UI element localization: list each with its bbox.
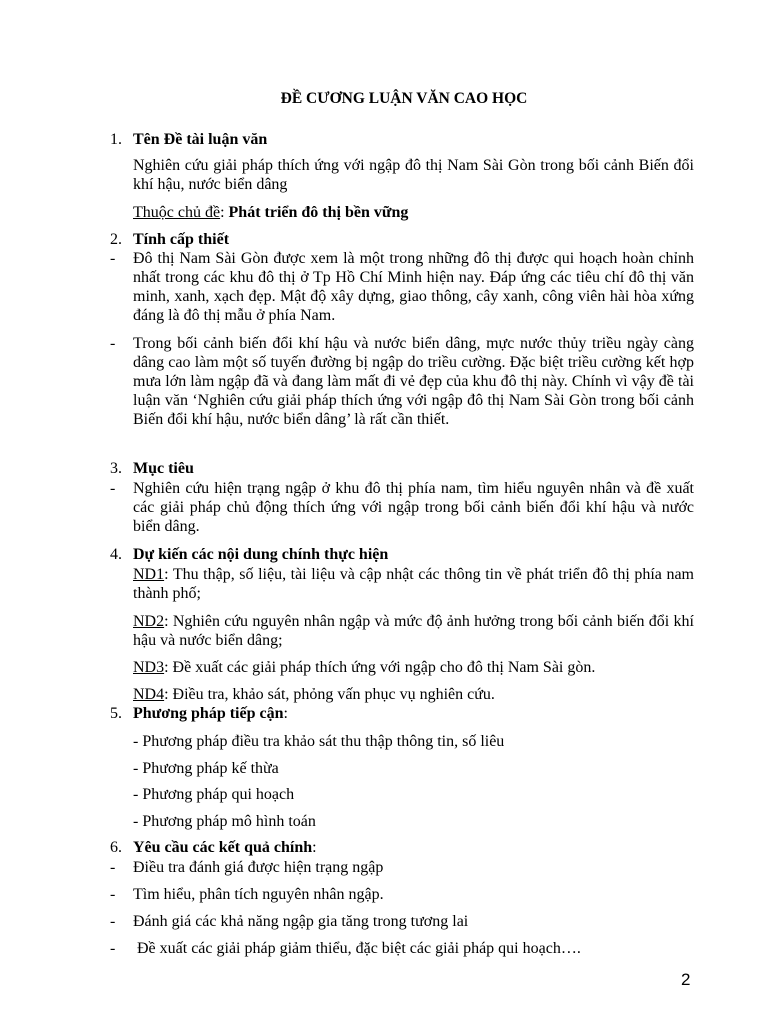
nd4-text: : Điều tra, khảo sát, phỏng vấn phục vụ nghiên cứu. (164, 686, 495, 703)
result-item (110, 858, 694, 877)
method-item: - Phương pháp qui hoạch (133, 786, 295, 803)
nd3-text: : Đề xuất các giải pháp thích ứng với ngập cho đô thị Nam Sài gòn. (164, 659, 596, 676)
section-number: 6. (110, 839, 122, 856)
result-text: Đề xuất các giải pháp giảm thiểu, đặc biệt các giải pháp qui hoạch…. (133, 940, 581, 957)
method-item: - Phương pháp điều tra khảo sát thu thập thông tin, số liêu (133, 733, 505, 750)
section-title: Phương pháp tiếp cận (133, 705, 284, 722)
bullet-dash: - (110, 335, 116, 352)
result-item (110, 912, 694, 931)
nd3-label: ND3 (133, 659, 165, 676)
section-2-paragraph-2 (110, 334, 694, 429)
heading-colon: : (312, 839, 317, 856)
section-2-heading (110, 230, 694, 249)
thesis-title-text: Nghiên cứu giải pháp thích ứng với ngập đô thị Nam Sài Gòn trong bối cảnh Biến đổi khí hậu, nước biển dâng (133, 157, 694, 193)
bullet-dash: - (110, 940, 116, 957)
section-title: Dự kiến các nội dung chính thực hiện (133, 546, 389, 563)
section-6-heading (110, 838, 694, 857)
section-number: 1. (110, 131, 122, 148)
result-text: Tìm hiểu, phân tích nguyên nhân ngập. (133, 886, 384, 903)
heading-colon: : (283, 705, 288, 722)
section-number: 4. (110, 546, 122, 563)
section-number: 3. (110, 460, 122, 477)
content-item-nd2 (110, 612, 694, 650)
topic-colon: : (220, 204, 229, 221)
section-title: Tên Đề tài luận văn (133, 131, 268, 148)
nd1-label: ND1 (133, 566, 165, 583)
method-item: - Phương pháp kế thừa (133, 760, 279, 777)
result-item (110, 885, 694, 904)
document-title: ĐỀ CƯƠNG LUẬN VĂN CAO HỌC (280, 90, 528, 107)
content-item-nd3 (110, 658, 694, 677)
nd1-text: : Thu thập, số liệu, tài liệu và cập nhật các thông tin về phát triển đô thị phía nam thành phố; (133, 566, 694, 602)
section-2-paragraph-1 (110, 249, 694, 325)
section-5-heading (110, 704, 694, 723)
section-3-paragraph (110, 479, 694, 536)
section-1-heading (110, 130, 694, 149)
section-number: 2. (110, 231, 122, 248)
page-number: 2 (681, 970, 691, 989)
content-item-nd1 (110, 565, 694, 603)
nd4-label: ND4 (133, 686, 165, 703)
result-text: Điều tra đánh giá được hiện trạng ngập (133, 859, 384, 876)
topic-value: Phát triển đô thị bền vững (228, 204, 409, 221)
nd2-text: : Nghiên cứu nguyên nhân ngập và mức độ ảnh hưởng trong bối cảnh biến đổi khí hậu và nước biển dâng; (133, 613, 694, 649)
result-text: Đánh giá các khả năng ngập gia tăng trong tương lai (133, 913, 469, 930)
paragraph-text: Đô thị Nam Sài Gòn được xem là một trong những đô thị được qui hoạch hoàn chỉnh nhất trong các khu đô thị ở Tp Hồ Chí Minh hiện nay. Đáp ứng các tiêu chí đô thị văn minh, xanh, xạch đẹp. Mật độ xây dựng, giao thông, cây xanh, công viên hài hòa xứng đáng là đô thị mẫu ở phía Nam. (133, 250, 694, 324)
result-item (110, 939, 694, 958)
nd2-label: ND2 (133, 613, 165, 630)
section-4-heading (110, 545, 694, 564)
section-1-body (110, 156, 694, 194)
topic-label: Thuộc chủ đề (133, 204, 221, 221)
bullet-dash: - (110, 859, 116, 876)
bullet-dash: - (110, 250, 116, 267)
section-title: Mục tiêu (133, 460, 194, 477)
section-3-heading (110, 459, 694, 478)
bullet-dash: - (110, 913, 116, 930)
paragraph-text: Trong bối cảnh biến đổi khí hậu và nước biển dâng, mực nước thủy triều ngày càng dâng cao làm một số tuyến đường bị ngập do triều cường. Đặc biệt triều cường kết hợp mưa lớn làm ngập đã và đang làm mất đi vẻ đẹp của khu đô thị này. Chính vì vậy đề tài luận văn ‘Nghiên cứu giải pháp thích ứng với ngập đô thị Nam Sài Gòn trong bối cảnh Biến đổi khí hậu, nước biển dâng’ là rất cần thiết. (133, 335, 694, 428)
section-number: 5. (110, 705, 122, 722)
content-item-nd4 (110, 685, 694, 704)
bullet-dash: - (110, 480, 116, 497)
bullet-dash: - (110, 886, 116, 903)
section-1-topic (110, 203, 694, 222)
section-title: Yêu cầu các kết quả chính (133, 839, 313, 856)
paragraph-text: Nghiên cứu hiện trạng ngập ở khu đô thị phía nam, tìm hiểu nguyên nhân và đề xuất các giải pháp chủ động thích ứng với ngập trong bối cảnh biến đổi khí hậu và nước biển dâng. (133, 480, 694, 535)
section-title: Tính cấp thiết (133, 231, 230, 248)
method-item: - Phương pháp mô hình toán (133, 813, 316, 830)
